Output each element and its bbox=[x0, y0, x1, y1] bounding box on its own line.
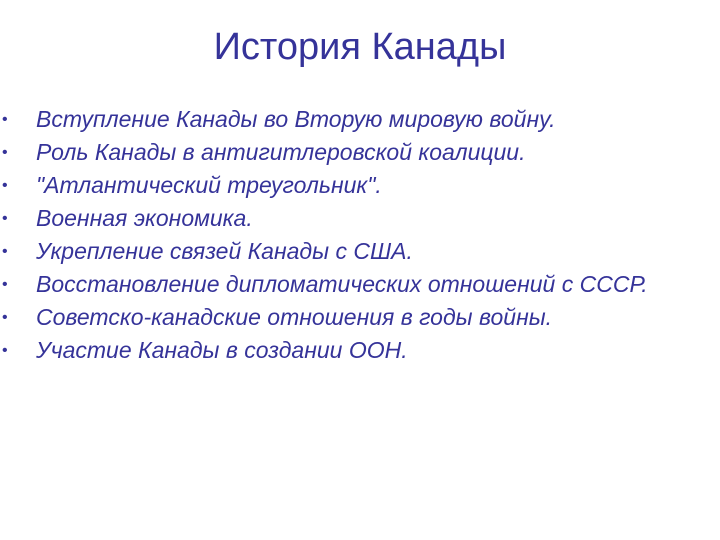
bullet-text: Восстановление дипломатических отношений с СССР. bbox=[36, 271, 648, 297]
bullet-item bbox=[2, 302, 698, 333]
bullet-item bbox=[2, 104, 698, 135]
bullet-text: Вступление Канады во Вторую мировую войну. bbox=[36, 106, 556, 132]
bullet-icon: • bbox=[2, 342, 8, 359]
bullet-icon: • bbox=[2, 243, 8, 260]
bullet-text: Советско-канадские отношения в годы войны. bbox=[36, 304, 553, 330]
bullet-icon: • bbox=[2, 144, 8, 161]
bullet-text: Участие Канады в создании ООН. bbox=[36, 337, 408, 363]
bullet-list bbox=[2, 104, 698, 368]
bullet-text: Роль Канады в антигитлеровской коалиции. bbox=[36, 139, 526, 165]
bullet-icon: • bbox=[2, 276, 8, 293]
bullet-text: Укрепление связей Канады с США. bbox=[36, 238, 413, 264]
bullet-icon: • bbox=[2, 309, 8, 326]
bullet-item bbox=[2, 335, 698, 366]
bullet-text: "Атлантический треугольник". bbox=[36, 172, 382, 198]
bullet-item bbox=[2, 170, 698, 201]
bullet-icon: • bbox=[2, 210, 8, 227]
bullet-item bbox=[2, 203, 698, 234]
bullet-item bbox=[2, 269, 698, 300]
bullet-icon: • bbox=[2, 111, 8, 128]
bullet-item bbox=[2, 236, 698, 267]
bullet-icon: • bbox=[2, 177, 8, 194]
bullet-item bbox=[2, 137, 698, 168]
slide-title: История Канады bbox=[213, 26, 507, 68]
bullet-text: Военная экономика. bbox=[36, 205, 253, 231]
